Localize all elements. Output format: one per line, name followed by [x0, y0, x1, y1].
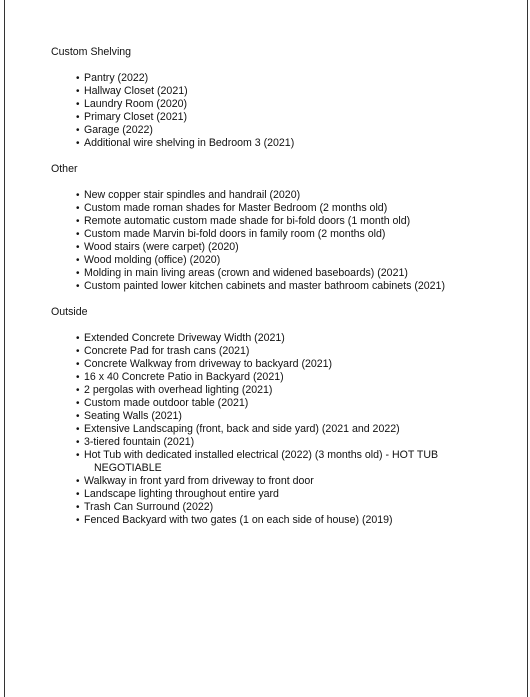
section-heading-outside: Outside — [51, 306, 88, 318]
document-page — [4, 0, 528, 697]
list-item-hot-tub — [76, 449, 521, 475]
list-item: • Fenced Backyard with two gates (1 on each side of house) (2019) — [76, 514, 521, 527]
list-item: • Concrete Walkway from driveway to backyard (2021) — [76, 358, 521, 371]
list-item: • Custom made outdoor table (2021) — [76, 397, 521, 410]
list-item: • Molding in main living areas (crown and widened baseboards) (2021) — [76, 267, 521, 280]
list-item: • Walkway in front yard from driveway to front door — [76, 475, 521, 488]
list-item: • Wood stairs (were carpet) (2020) — [76, 241, 521, 254]
list-item: • Landscape lighting throughout entire yard — [76, 488, 521, 501]
list-item: • Extensive Landscaping (front, back and side yard) (2021 and 2022) — [76, 423, 521, 436]
list-item: • Primary Closet (2021) — [76, 111, 521, 124]
list-item: • Custom made Marvin bi-fold doors in family room (2 months old) — [76, 228, 521, 241]
list-item: • Seating Walls (2021) — [76, 410, 521, 423]
list-item: • Trash Can Surround (2022) — [76, 501, 521, 514]
list-item: • Custom painted lower kitchen cabinets and master bathroom cabinets (2021) — [76, 280, 521, 293]
list-item: • Pantry (2022) — [76, 72, 521, 85]
list-item: • Remote automatic custom made shade for bi-fold doors (1 month old) — [76, 215, 521, 228]
list-item-continuation: NEGOTIABLE — [94, 462, 162, 474]
outside-list — [51, 332, 521, 527]
list-item: • Hallway Closet (2021) — [76, 85, 521, 98]
list-item: • Concrete Pad for trash cans (2021) — [76, 345, 521, 358]
other-list — [51, 189, 521, 293]
list-item: • Wood molding (office) (2020) — [76, 254, 521, 267]
list-item: • New copper stair spindles and handrail (2020) — [76, 189, 521, 202]
section-heading-custom-shelving: Custom Shelving — [51, 46, 132, 58]
list-item: • Custom made roman shades for Master Bedroom (2 months old) — [76, 202, 521, 215]
list-item: • Additional wire shelving in Bedroom 3 (2021) — [76, 137, 521, 150]
list-item: • 3-tiered fountain (2021) — [76, 436, 521, 449]
custom-shelving-list — [51, 72, 521, 150]
list-item: • Laundry Room (2020) — [76, 98, 521, 111]
section-heading-other: Other — [51, 163, 78, 175]
list-item: • Garage (2022) — [76, 124, 521, 137]
document-content — [51, 46, 521, 540]
list-item: • Extended Concrete Driveway Width (2021) — [76, 332, 521, 345]
list-item: • 16 x 40 Concrete Patio in Backyard (2021) — [76, 371, 521, 384]
list-item: • 2 pergolas with overhead lighting (2021) — [76, 384, 521, 397]
list-item-text: Hot Tub with dedicated installed electrical (2022) (3 months old) - HOT TUB — [84, 449, 439, 461]
